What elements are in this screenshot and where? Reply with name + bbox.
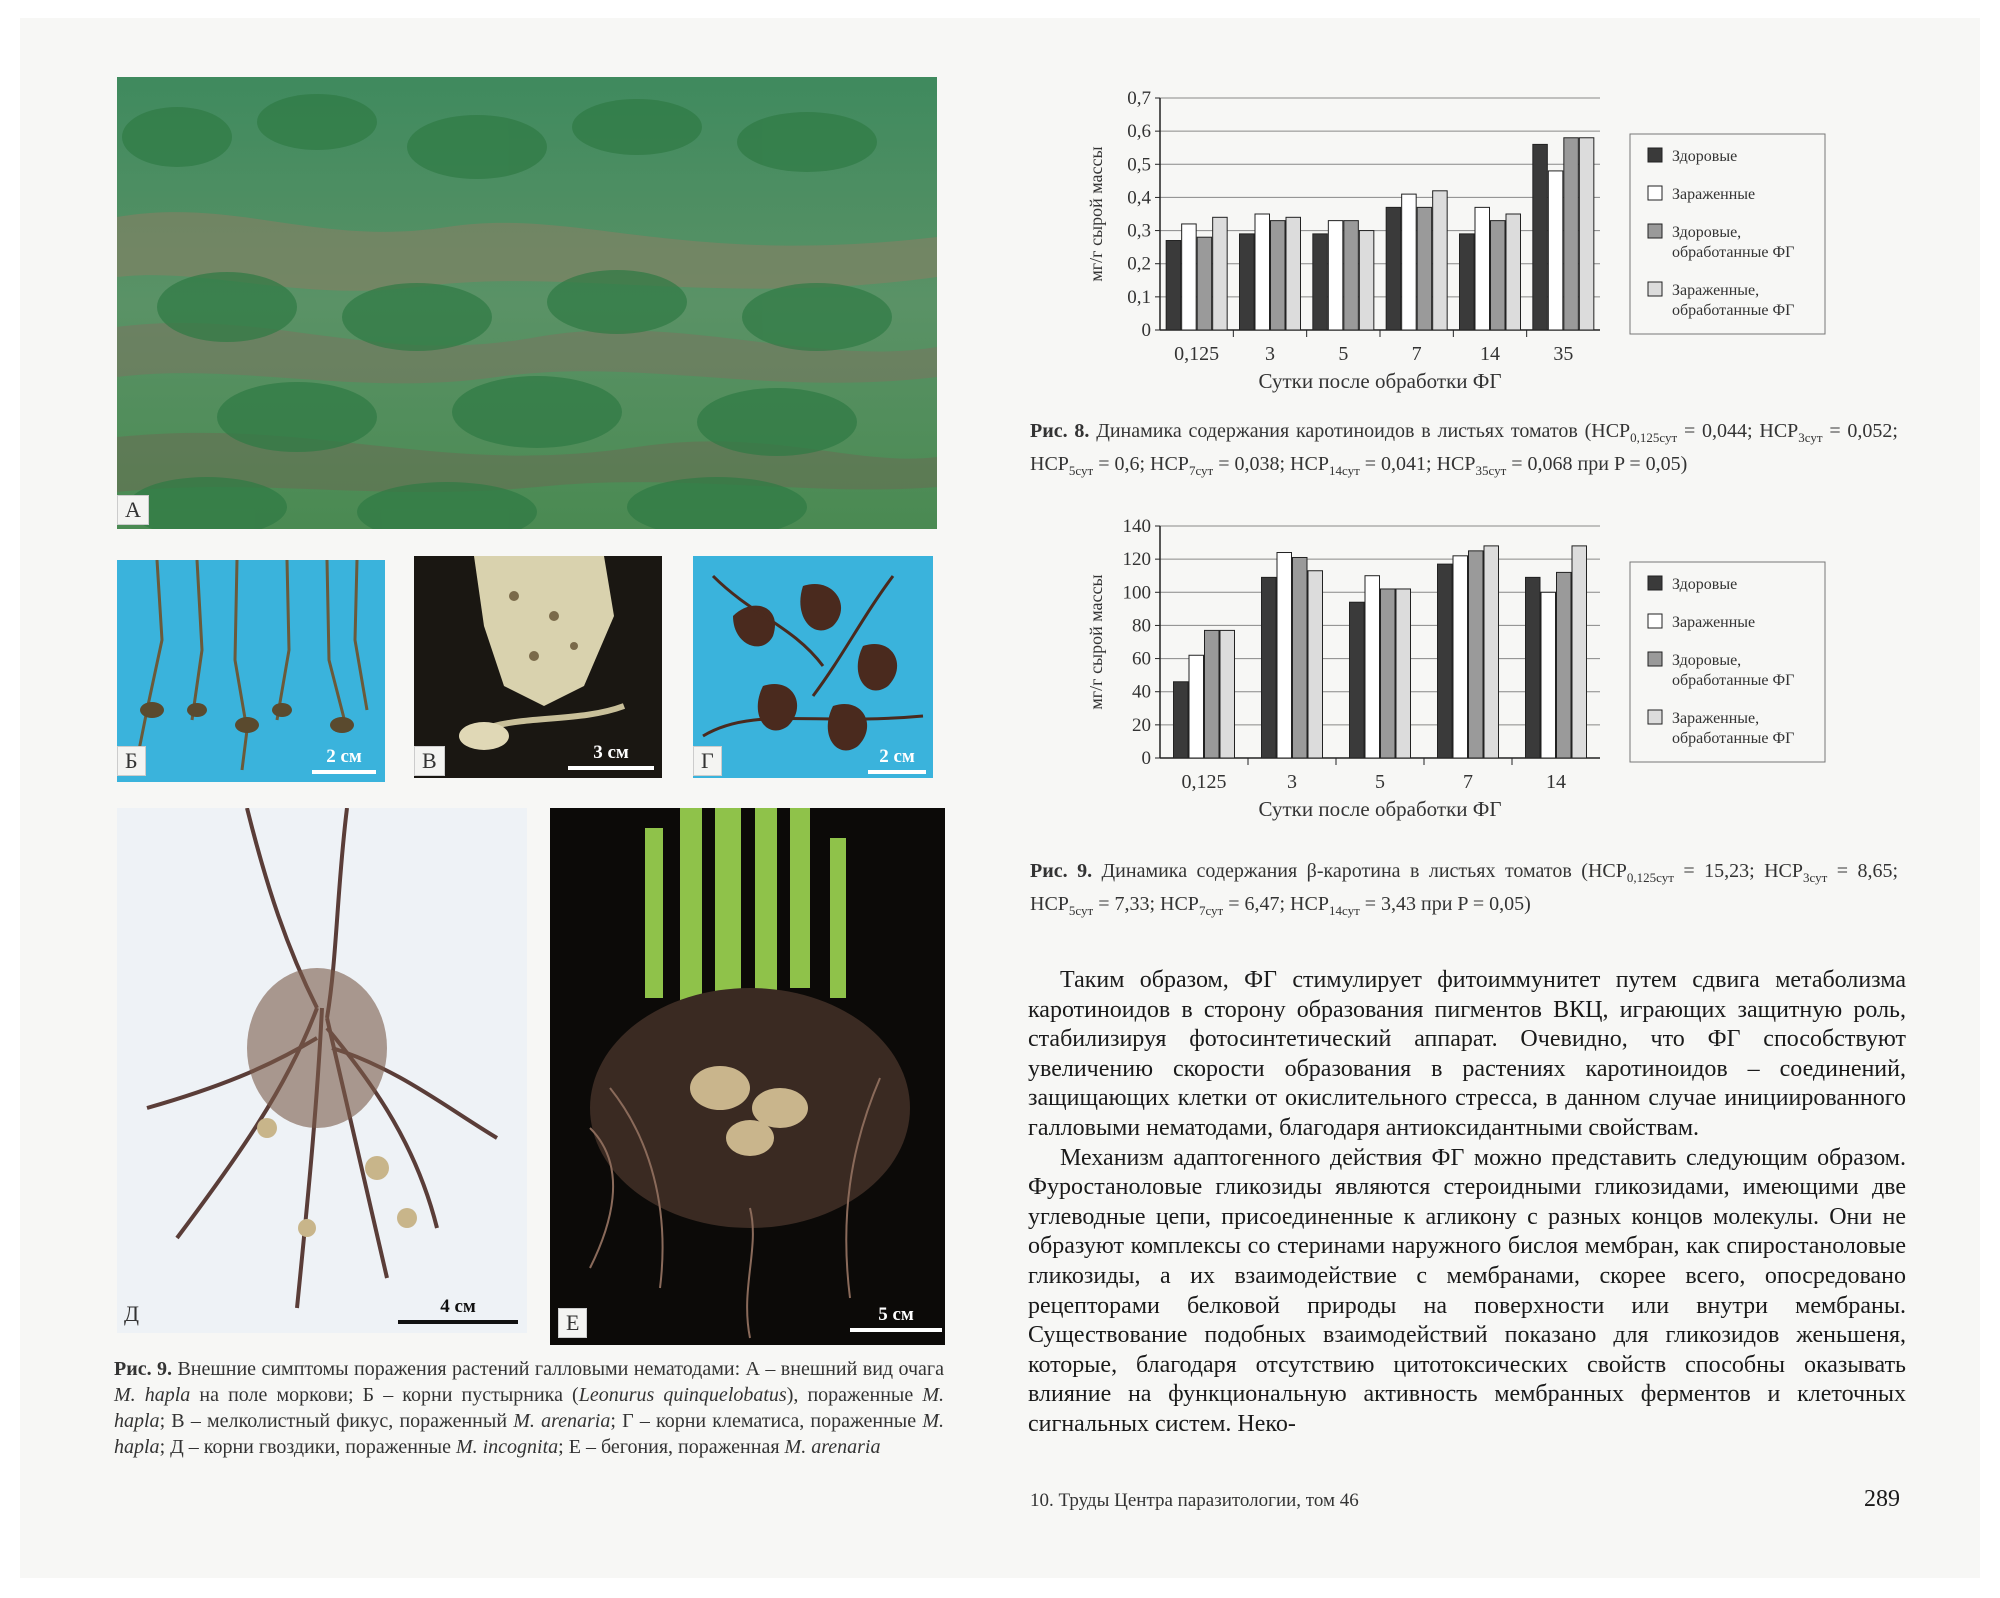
beta-carotene-chart-svg: [1070, 508, 1900, 828]
carotenoids-chart-legend-swatch: [1648, 282, 1662, 296]
beta-carotene-chart-legend-label: Зараженные,: [1672, 710, 1760, 727]
beta-carotene-chart-ytick-label: 60: [1132, 648, 1151, 670]
carotenoids-chart-category-label: 7: [1411, 343, 1422, 365]
carotenoids-chart-legend-swatch: [1648, 148, 1662, 162]
beta-carotene-chart-bar: [1308, 571, 1323, 758]
beta-carotene-chart-bar: [1541, 592, 1556, 758]
photo-d-scale-text: 4 см: [440, 1296, 476, 1317]
carotenoids-chart-bar: [1344, 221, 1359, 330]
carotenoids-chart-bar: [1533, 144, 1548, 330]
carotenoids-chart-category-label: 5: [1338, 343, 1349, 365]
carotenoids-chart-bar: [1197, 237, 1212, 330]
photo-g-scale-bar: [868, 770, 926, 774]
photo-v-scale-bar: [568, 766, 654, 770]
page-number: 289: [1864, 1486, 1900, 1512]
carotenoids-chart-ytick-label: 0,7: [1127, 88, 1151, 109]
beta-carotene-chart-category-label: 14: [1546, 771, 1566, 793]
carotenoids-chart-bar: [1475, 207, 1490, 330]
carotenoids-chart: [1070, 80, 1900, 400]
photo-e-scale-bar: [850, 1328, 942, 1332]
carotenoids-chart-ytick-label: 0,6: [1127, 121, 1151, 143]
beta-carotene-chart-bar: [1484, 546, 1499, 758]
beta-carotene-chart-ytick-label: 120: [1122, 549, 1151, 571]
carotenoids-chart-bar: [1182, 224, 1197, 330]
carotenoids-chart-bar: [1255, 214, 1270, 330]
beta-carotene-chart-bar: [1396, 589, 1411, 758]
beta-carotene-chart-bar: [1381, 589, 1396, 758]
photo-a-carrot-field: [117, 77, 937, 529]
carotenoids-chart-bar: [1402, 194, 1417, 330]
running-footer: 10. Труды Центра паразитологии, том 46: [1030, 1490, 1359, 1511]
carotenoids-chart-legend-label: Зараженные: [1672, 186, 1756, 203]
caption-number: Рис. 9.: [114, 1358, 173, 1380]
beta-carotene-chart-bar: [1526, 577, 1541, 758]
carotenoids-chart-category-label: 3: [1265, 343, 1275, 365]
photo-g-clematis-roots: [693, 556, 933, 778]
beta-carotene-chart-legend-swatch: [1648, 710, 1662, 724]
photo-b-label: Б: [117, 746, 146, 776]
beta-carotene-chart-legend-swatch: [1648, 576, 1662, 590]
carotenoids-chart-legend-swatch: [1648, 224, 1662, 238]
carotenoids-chart-bar: [1166, 241, 1181, 330]
beta-carotene-chart-category-label: 3: [1287, 771, 1297, 793]
carotenoids-chart-bar: [1460, 234, 1475, 330]
beta-carotene-chart-ytick-label: 40: [1132, 681, 1151, 703]
beta-carotene-chart-legend-swatch: [1648, 652, 1662, 666]
carotenoids-chart-bar: [1433, 191, 1448, 330]
beta-carotene-chart-legend-label: обработанные ФГ: [1672, 730, 1795, 747]
beta-carotene-chart-bar: [1293, 557, 1308, 758]
carotenoids-chart-legend-label: Зараженные,: [1672, 282, 1760, 299]
body-paragraph-1: Таким образом, ФГ стимулирует фитоиммунитет путем сдвига метаболизма каротиноидов в сторону образования пигментов ВКЦ, играющих защитную роль, стабилизируя фотосинтетический аппарат. Очевидно, что ФГ способствуют увеличению скорости образования в растениях каротиноидов – соединений, защищающих клетки от окислительного стресса, в данном случае инициированного галловыми нематодами, благодаря антиоксидантными свойствам.: [1028, 967, 1906, 1141]
carotenoids-chart-bar: [1313, 234, 1327, 330]
figure-8-caption: Рис. 8. Динамика содержания каротиноидов в листьях томатов ($НСР_{0,125сут} = 0,044$; $НСР_{3сут} = 0,052$; $НСР_{5сут} = 0,6$; $НСР_{7сут} = 0,038$; $НСР_{14сут} = 0,041$; $НСР_{35сут} = 0,068$ при P = 0,05): [1030, 420, 1898, 478]
carotenoids-chart-legend-label: обработанные ФГ: [1672, 302, 1795, 319]
photo-e-label: Е: [558, 1308, 587, 1338]
carotenoids-chart-ytick-label: 0,1: [1127, 286, 1151, 308]
figure-9-chart-caption: Рис. 9. Динамика содержания β-каротина в листьях томатов ($НСР_{0,125сут} = 15,23$; $НСР_{3сут} = 8,65$; $НСР_{5сут} = 7,33$; $НСР_{7сут} = 6,47$; $НСР_{14сут} = 3,43$ при P = 0,05): [1030, 860, 1898, 918]
photo-b-scale-bar: [312, 770, 376, 774]
carotenoids-chart-bar: [1386, 207, 1401, 330]
carotenoids-chart-bar: [1328, 221, 1343, 330]
carotenoids-chart-x-axis-label: Сутки после обработки ФГ: [1258, 369, 1502, 393]
carotenoids-chart-bar: [1359, 231, 1374, 330]
photo-d-scale-bar: [398, 1320, 518, 1324]
photo-v-scale: [568, 742, 654, 770]
photo-d-carnation-roots: [117, 808, 527, 1333]
beta-carotene-chart-bar: [1438, 564, 1453, 758]
beta-carotene-chart-category-label: 7: [1463, 771, 1473, 793]
beta-carotene-chart-bar: [1220, 630, 1235, 758]
beta-carotene-chart-bar: [1365, 576, 1380, 758]
carotenoids-chart-bar: [1271, 221, 1286, 330]
beta-carotene-chart-bar: [1262, 577, 1277, 758]
beta-carotene-chart-bar: [1189, 655, 1204, 758]
carotenoids-chart-bar: [1213, 217, 1228, 330]
beta-carotene-chart-bar: [1174, 682, 1189, 758]
carotenoids-chart-bar: [1286, 217, 1301, 330]
carotenoids-chart-bar: [1240, 234, 1255, 330]
photo-v-label: В: [414, 746, 445, 776]
carotenoids-chart-bar: [1417, 207, 1432, 330]
beta-carotene-chart-ytick-label: 0: [1141, 748, 1151, 769]
photo-e-scale: [850, 1304, 942, 1332]
carotenoids-chart-y-axis-label: мг/г сырой массы: [1086, 146, 1106, 282]
carotenoids-chart-ytick-label: 0,3: [1127, 220, 1151, 242]
beta-carotene-chart-legend-label: Здоровые: [1672, 576, 1738, 593]
photo-g-scale: [868, 746, 926, 774]
carotenoids-chart-ytick-label: 0,5: [1127, 154, 1151, 176]
photo-e-scale-text: 5 см: [878, 1304, 914, 1325]
carotenoids-chart-bar: [1548, 171, 1563, 330]
beta-carotene-chart-legend-label: Здоровые,: [1672, 652, 1742, 669]
carotenoids-chart-ytick-label: 0,4: [1127, 187, 1151, 209]
body-text: [1028, 966, 1906, 1440]
photo-e-begonia: [550, 808, 945, 1345]
beta-carotene-chart-ytick-label: 100: [1122, 582, 1151, 604]
beta-carotene-chart-bar: [1557, 572, 1572, 758]
carotenoids-chart-legend-swatch: [1648, 186, 1662, 200]
photo-g-label: Г: [693, 746, 722, 776]
beta-carotene-chart-bar: [1453, 556, 1468, 758]
beta-carotene-chart-category-label: 0,125: [1181, 771, 1227, 793]
beta-carotene-chart-legend-label: обработанные ФГ: [1672, 672, 1795, 689]
beta-carotene-chart-ytick-label: 80: [1132, 615, 1151, 637]
carotenoids-chart-bar: [1564, 138, 1579, 330]
carotenoids-chart-legend-label: Здоровые,: [1672, 224, 1742, 241]
beta-carotene-chart-bar: [1350, 602, 1365, 758]
beta-carotene-chart-ytick-label: 20: [1132, 714, 1151, 736]
beta-carotene-chart: [1070, 508, 1900, 828]
beta-carotene-chart-category-label: 5: [1375, 771, 1385, 793]
beta-carotene-chart-bar: [1205, 630, 1220, 758]
figure-9-photo-caption: Рис. 9. Внешние симптомы поражения растений галловыми нематодами: А – внешний вид очага M. hapla на поле моркови; Б – корни пустырника (Leonurus quinquelobatus), пораженные M. hapla; В – мелколистный фикус, пораженный M. arenaria; Г – корни клематиса, пораженные M. hapla; Д – корни гвоздики, пораженные M. incognita; Е – бегония, пораженная M. arenaria: [114, 1358, 944, 1458]
photo-d-label: Д: [117, 1300, 146, 1328]
carotenoids-chart-bar: [1506, 214, 1521, 330]
photo-g-scale-text: 2 см: [879, 746, 915, 767]
carotenoids-chart-bar: [1579, 138, 1594, 330]
carotenoids-chart-bar: [1491, 221, 1506, 330]
beta-carotene-chart-legend-label: Зараженные: [1672, 614, 1756, 631]
beta-carotene-chart-legend-swatch: [1648, 614, 1662, 628]
beta-carotene-chart-bar: [1277, 553, 1292, 758]
photo-a-label: А: [117, 495, 149, 525]
photo-b-scale: [312, 746, 376, 774]
beta-carotene-chart-y-axis-label: мг/г сырой массы: [1086, 574, 1106, 710]
carotenoids-chart-ytick-label: 0,2: [1127, 253, 1151, 275]
carotenoids-chart-legend-label: Здоровые: [1672, 148, 1738, 165]
carotenoids-chart-ytick-label: 0: [1141, 320, 1151, 341]
beta-carotene-chart-ytick-label: 140: [1122, 516, 1151, 537]
body-paragraph-2: Механизм адаптогенного действия ФГ можно представить следующим образом. Фуростаноловые гликозиды являются стероидными гликозидами, имеющими две углеводные цепи, присоединенные к агликону с разных концов молекулы. Они не образуют комплексы со стеринами наружного бислоя мембран, как спиростаноловые гликозиды, а их взаимодействие с мембранами, скорее всего, опосредовано рецепторами белковой природы на поверхности или внутри мембраны. Существование подобных взаимодействий показано для гликозидов женьшеня, которые, благодаря отсутствию цитотоксических свойств способны оказывать влияние на функциональную активность мембранных ферментов и клеточных сигнальных систем. Неко-: [1028, 1144, 1906, 1437]
carotenoids-chart-category-label: 0,125: [1174, 343, 1220, 365]
carotenoids-chart-svg: [1070, 80, 1900, 400]
carotenoids-chart-legend-label: обработанные ФГ: [1672, 244, 1795, 261]
photo-d-scale: [398, 1296, 518, 1324]
photo-v-scale-text: 3 см: [593, 742, 629, 763]
carotenoids-chart-category-label: 14: [1480, 343, 1500, 365]
photo-b-scale-text: 2 см: [326, 746, 362, 767]
beta-carotene-chart-x-axis-label: Сутки после обработки ФГ: [1258, 797, 1502, 821]
beta-carotene-chart-bar: [1469, 551, 1484, 758]
beta-carotene-chart-bar: [1572, 546, 1587, 758]
carotenoids-chart-category-label: 35: [1553, 343, 1574, 365]
